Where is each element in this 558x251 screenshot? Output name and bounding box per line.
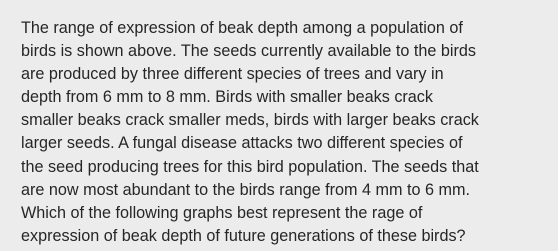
question-line: are produced by three different species of trees and vary in [21,65,444,84]
question-line: smaller beaks crack smaller meds, birds with larger beaks crack [21,111,479,130]
question-line: Which of the following graphs best represent the rage of [21,203,423,222]
question-line: birds is shown above. The seeds currently available to the birds [21,42,476,61]
question-line: larger seeds. A fungal disease attacks two different species of [21,134,463,153]
question-line: are now most abundant to the birds range from 4 mm to 6 mm. [21,180,470,199]
question-line: depth from 6 mm to 8 mm. Birds with smaller beaks crack [21,88,433,107]
question-line: The range of expression of beak depth among a population of [21,19,463,37]
question-text [21,17,541,248]
question-line: the seed producing trees for this bird population. The seeds that [21,157,479,176]
question-line: expression of beak depth of future generations of these birds? [21,226,466,245]
